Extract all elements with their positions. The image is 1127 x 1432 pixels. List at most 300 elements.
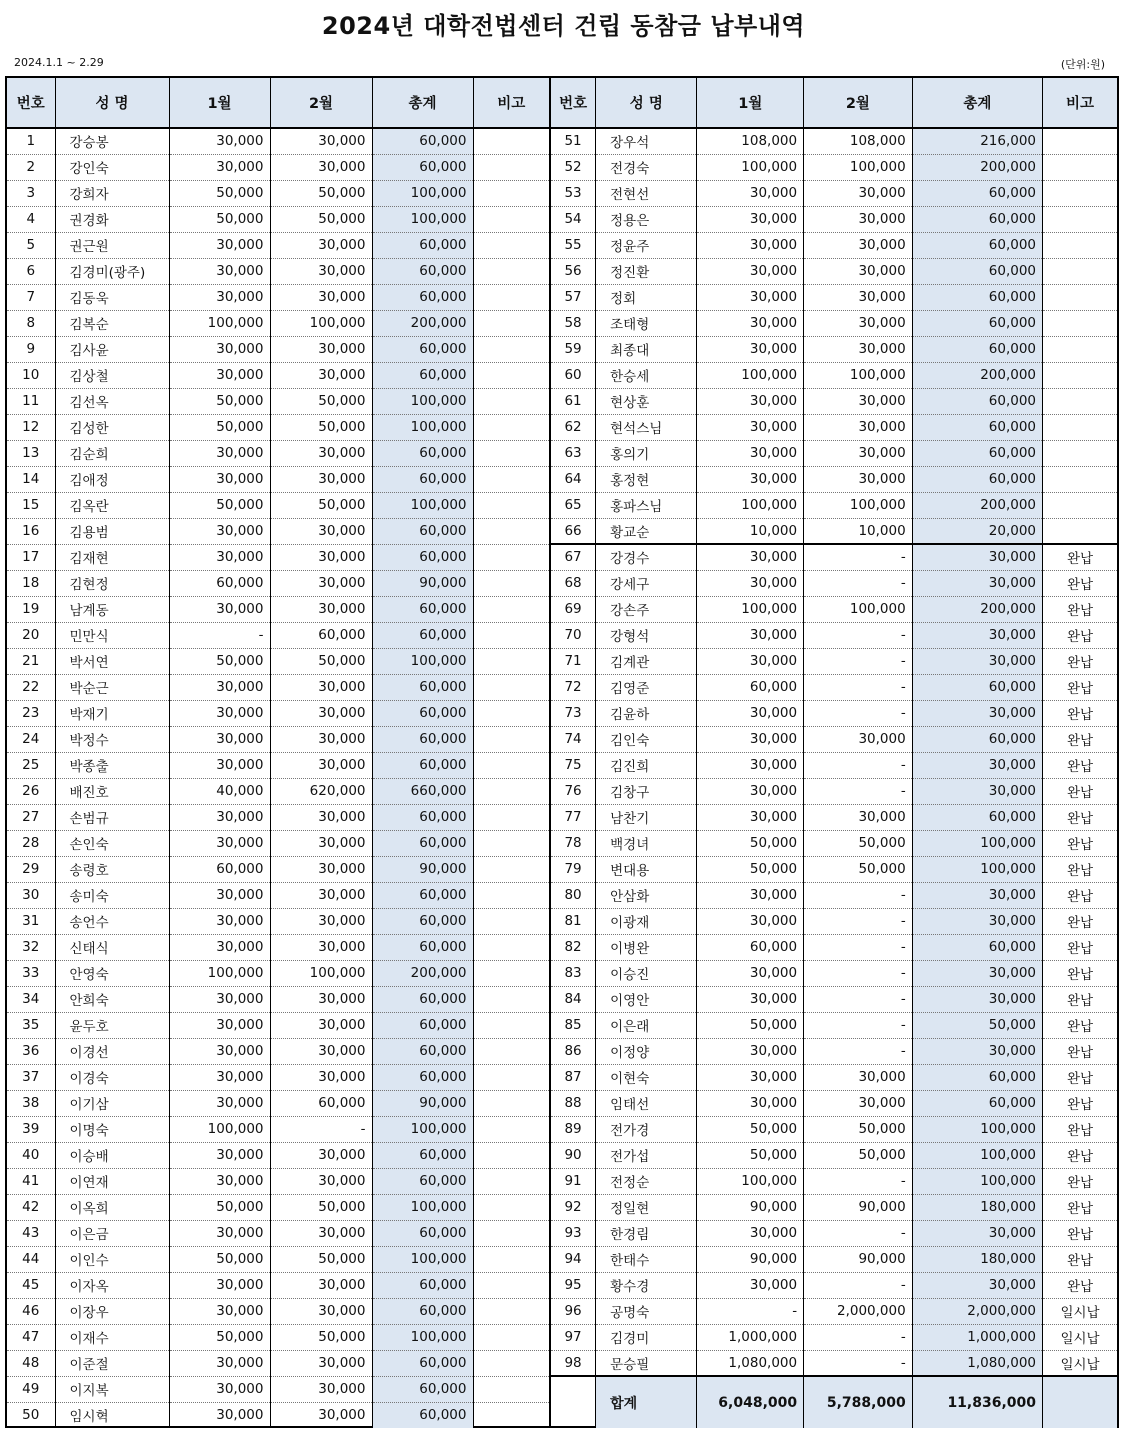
cell-name: 김상철 — [55, 362, 169, 388]
cell-feb: 30,000 — [270, 1272, 372, 1298]
cell-feb: 50,000 — [270, 648, 372, 674]
cell-note — [473, 440, 549, 466]
cell-no: 10 — [7, 362, 55, 388]
cell-total: 200,000 — [912, 596, 1042, 622]
table-row — [550, 206, 1117, 232]
cell-note — [1043, 128, 1117, 154]
cell-total: 60,000 — [912, 206, 1042, 232]
cell-no: 29 — [7, 856, 55, 882]
cell-total: 60,000 — [372, 1350, 473, 1376]
cell-no: 40 — [7, 1142, 55, 1168]
cell-note: 완납 — [1043, 1246, 1117, 1272]
cell-total: 60,000 — [372, 284, 473, 310]
cell-feb: - — [804, 1038, 913, 1064]
cell-total: 60,000 — [372, 1376, 473, 1402]
cell-feb: 30,000 — [270, 1220, 372, 1246]
table-row — [7, 934, 549, 960]
cell-feb: 30,000 — [270, 518, 372, 544]
cell-note — [473, 1220, 549, 1246]
cell-name: 공명숙 — [596, 1298, 697, 1324]
cell-jan: 100,000 — [697, 596, 804, 622]
cell-feb: 30,000 — [270, 1298, 372, 1324]
unit-label: (단위:원) — [1060, 58, 1105, 71]
cell-name: 변대용 — [596, 856, 697, 882]
cell-name: 김순희 — [55, 440, 169, 466]
cell-no: 1 — [7, 128, 55, 154]
cell-no: 49 — [7, 1376, 55, 1402]
cell-note — [473, 336, 549, 362]
cell-note: 완납 — [1043, 596, 1117, 622]
cell-name: 박서연 — [55, 648, 169, 674]
cell-note — [1043, 440, 1117, 466]
cell-no: 75 — [550, 752, 596, 778]
cell-note — [473, 1324, 549, 1350]
table-row — [550, 1038, 1117, 1064]
table-row — [7, 622, 549, 648]
table-row — [550, 1298, 1117, 1324]
table-row — [550, 1168, 1117, 1194]
cell-jan: 30,000 — [169, 154, 270, 180]
cell-no: 55 — [550, 232, 596, 258]
table-row — [7, 1220, 549, 1246]
table-row — [7, 1064, 549, 1090]
cell-total: 60,000 — [372, 1168, 473, 1194]
donation-sheet — [5, 76, 1119, 1428]
cell-name: 배진호 — [55, 778, 169, 804]
cell-feb: 30,000 — [270, 466, 372, 492]
cell-no: 41 — [7, 1168, 55, 1194]
cell-jan: 100,000 — [169, 1116, 270, 1142]
cell-jan: 30,000 — [169, 1090, 270, 1116]
cell-no: 2 — [7, 154, 55, 180]
table-row — [7, 1194, 549, 1220]
table-row — [550, 544, 1117, 570]
cell-feb: 30,000 — [270, 986, 372, 1012]
cell-total: 60,000 — [372, 934, 473, 960]
cell-name: 이영안 — [596, 986, 697, 1012]
table-row — [7, 596, 549, 622]
cell-total: 30,000 — [912, 778, 1042, 804]
cell-no: 86 — [550, 1038, 596, 1064]
cell-total: 90,000 — [372, 570, 473, 596]
cell-no: 43 — [7, 1220, 55, 1246]
cell-no: 36 — [7, 1038, 55, 1064]
cell-name: 김사윤 — [55, 336, 169, 362]
cell-no: 54 — [550, 206, 596, 232]
cell-name: 이명숙 — [55, 1116, 169, 1142]
cell-feb: - — [804, 908, 913, 934]
cell-feb: 30,000 — [804, 388, 913, 414]
cell-name: 김복순 — [55, 310, 169, 336]
cell-feb: - — [804, 622, 913, 648]
cell-feb: 10,000 — [804, 518, 913, 544]
cell-note: 일시납 — [1043, 1298, 1117, 1324]
cell-jan: 1,000,000 — [697, 1324, 804, 1350]
cell-jan: 30,000 — [697, 882, 804, 908]
cell-name: 송미숙 — [55, 882, 169, 908]
cell-note — [1043, 180, 1117, 206]
cell-total: 100,000 — [372, 648, 473, 674]
cell-total: 30,000 — [912, 752, 1042, 778]
cell-name: 송령호 — [55, 856, 169, 882]
cell-note: 일시납 — [1043, 1324, 1117, 1350]
summary-spacer — [550, 1376, 596, 1428]
cell-jan: 30,000 — [169, 466, 270, 492]
cell-note — [473, 1298, 549, 1324]
cell-total: 200,000 — [912, 362, 1042, 388]
cell-no: 45 — [7, 1272, 55, 1298]
header-row — [550, 78, 1117, 128]
table-row — [7, 154, 549, 180]
cell-total: 216,000 — [912, 128, 1042, 154]
cell-total: 180,000 — [912, 1194, 1042, 1220]
cell-jan: 30,000 — [697, 960, 804, 986]
cell-jan: 90,000 — [697, 1246, 804, 1272]
cell-total: 100,000 — [912, 1116, 1042, 1142]
cell-jan: 30,000 — [697, 752, 804, 778]
cell-name: 손범규 — [55, 804, 169, 830]
cell-note — [473, 1350, 549, 1376]
cell-feb: - — [804, 882, 913, 908]
cell-total: 60,000 — [912, 388, 1042, 414]
cell-total: 60,000 — [372, 128, 473, 154]
cell-total: 60,000 — [912, 180, 1042, 206]
cell-name: 이은래 — [596, 1012, 697, 1038]
cell-jan: 30,000 — [169, 804, 270, 830]
cell-total: 2,000,000 — [912, 1298, 1042, 1324]
cell-total: 100,000 — [912, 1168, 1042, 1194]
cell-jan: 30,000 — [169, 1220, 270, 1246]
cell-jan: 30,000 — [169, 1402, 270, 1428]
cell-jan: 60,000 — [169, 570, 270, 596]
cell-jan: 1,080,000 — [697, 1350, 804, 1376]
table-row — [550, 700, 1117, 726]
cell-name: 이승진 — [596, 960, 697, 986]
cell-total: 60,000 — [912, 1090, 1042, 1116]
cell-jan: 50,000 — [697, 830, 804, 856]
cell-jan: 30,000 — [697, 310, 804, 336]
cell-jan: 30,000 — [169, 284, 270, 310]
cell-no: 58 — [550, 310, 596, 336]
cell-feb: 30,000 — [804, 336, 913, 362]
cell-note: 완납 — [1043, 1038, 1117, 1064]
cell-note — [473, 1272, 549, 1298]
cell-note — [473, 1038, 549, 1064]
cell-total: 50,000 — [912, 1012, 1042, 1038]
cell-note: 완납 — [1043, 544, 1117, 570]
cell-feb: 90,000 — [804, 1246, 913, 1272]
cell-total: 1,000,000 — [912, 1324, 1042, 1350]
cell-note — [473, 1168, 549, 1194]
table-row — [550, 388, 1117, 414]
cell-note — [1043, 466, 1117, 492]
cell-jan: 50,000 — [169, 1324, 270, 1350]
cell-feb: 50,000 — [804, 830, 913, 856]
cell-note: 완납 — [1043, 856, 1117, 882]
cell-no: 38 — [7, 1090, 55, 1116]
cell-note: 완납 — [1043, 934, 1117, 960]
table-row — [550, 518, 1117, 544]
cell-note — [1043, 518, 1117, 544]
cell-no: 93 — [550, 1220, 596, 1246]
cell-feb: - — [804, 934, 913, 960]
cell-jan: 50,000 — [169, 648, 270, 674]
cell-feb: 30,000 — [804, 804, 913, 830]
cell-no: 65 — [550, 492, 596, 518]
cell-name: 박순근 — [55, 674, 169, 700]
cell-note — [473, 258, 549, 284]
table-row — [7, 856, 549, 882]
cell-name: 임태선 — [596, 1090, 697, 1116]
table-row — [550, 310, 1117, 336]
cell-no: 74 — [550, 726, 596, 752]
table-row — [7, 1272, 549, 1298]
table-row — [7, 310, 549, 336]
cell-feb: 50,000 — [270, 492, 372, 518]
cell-name: 임시혁 — [55, 1402, 169, 1428]
cell-no: 91 — [550, 1168, 596, 1194]
cell-note: 완납 — [1043, 778, 1117, 804]
header-jan: 1월 — [697, 78, 804, 128]
cell-jan: 10,000 — [697, 518, 804, 544]
cell-jan: 50,000 — [169, 180, 270, 206]
left-table-body — [7, 128, 549, 1428]
cell-jan: 30,000 — [697, 1272, 804, 1298]
cell-jan: 50,000 — [169, 1194, 270, 1220]
cell-feb: - — [804, 986, 913, 1012]
table-row — [7, 232, 549, 258]
cell-total: 200,000 — [372, 310, 473, 336]
table-row — [550, 986, 1117, 1012]
header-no: 번호 — [550, 78, 596, 128]
cell-no: 67 — [550, 544, 596, 570]
cell-name: 강세구 — [596, 570, 697, 596]
cell-feb: 30,000 — [804, 232, 913, 258]
cell-name: 한승세 — [596, 362, 697, 388]
cell-total: 100,000 — [372, 1246, 473, 1272]
cell-jan: 30,000 — [169, 700, 270, 726]
cell-feb: 30,000 — [270, 934, 372, 960]
table-row — [7, 414, 549, 440]
cell-total: 60,000 — [912, 804, 1042, 830]
cell-feb: 30,000 — [270, 856, 372, 882]
cell-no: 33 — [7, 960, 55, 986]
cell-no: 69 — [550, 596, 596, 622]
table-row — [7, 1012, 549, 1038]
table-row — [7, 518, 549, 544]
cell-note: 완납 — [1043, 700, 1117, 726]
table-row — [7, 986, 549, 1012]
cell-no: 72 — [550, 674, 596, 700]
cell-note — [1043, 284, 1117, 310]
cell-jan: 60,000 — [697, 934, 804, 960]
cell-jan: 30,000 — [697, 1220, 804, 1246]
cell-total: 20,000 — [912, 518, 1042, 544]
cell-total: 60,000 — [372, 232, 473, 258]
cell-no: 90 — [550, 1142, 596, 1168]
cell-jan: 30,000 — [697, 570, 804, 596]
cell-feb: - — [270, 1116, 372, 1142]
cell-no: 12 — [7, 414, 55, 440]
cell-note — [473, 1376, 549, 1402]
cell-no: 56 — [550, 258, 596, 284]
cell-name: 정회 — [596, 284, 697, 310]
cell-feb: 100,000 — [804, 596, 913, 622]
cell-note — [473, 1012, 549, 1038]
cell-note: 완납 — [1043, 570, 1117, 596]
cell-jan: 30,000 — [169, 1038, 270, 1064]
table-row — [7, 1376, 549, 1402]
cell-total: 100,000 — [912, 856, 1042, 882]
cell-total: 60,000 — [372, 544, 473, 570]
cell-feb: - — [804, 752, 913, 778]
cell-note — [473, 882, 549, 908]
header-note: 비고 — [1043, 78, 1117, 128]
cell-total: 60,000 — [372, 726, 473, 752]
table-row — [550, 1090, 1117, 1116]
cell-no: 44 — [7, 1246, 55, 1272]
cell-name: 강경수 — [596, 544, 697, 570]
cell-feb: 30,000 — [804, 284, 913, 310]
summary-feb: 5,788,000 — [804, 1376, 913, 1428]
table-row — [7, 206, 549, 232]
cell-name: 황교순 — [596, 518, 697, 544]
cell-total: 60,000 — [372, 700, 473, 726]
cell-feb: 30,000 — [804, 1064, 913, 1090]
cell-jan: 30,000 — [697, 284, 804, 310]
cell-jan: 30,000 — [697, 804, 804, 830]
cell-note — [473, 856, 549, 882]
cell-note — [473, 492, 549, 518]
cell-total: 180,000 — [912, 1246, 1042, 1272]
table-row — [550, 414, 1117, 440]
table-row — [550, 336, 1117, 362]
cell-name: 정용은 — [596, 206, 697, 232]
table-row — [7, 1324, 549, 1350]
cell-jan: 30,000 — [169, 362, 270, 388]
cell-jan: - — [697, 1298, 804, 1324]
cell-note — [473, 648, 549, 674]
cell-note — [473, 960, 549, 986]
cell-jan: 30,000 — [697, 388, 804, 414]
cell-name: 김창구 — [596, 778, 697, 804]
table-row — [550, 466, 1117, 492]
cell-feb: 30,000 — [270, 232, 372, 258]
cell-jan: 30,000 — [697, 180, 804, 206]
cell-no: 70 — [550, 622, 596, 648]
cell-feb: 100,000 — [804, 154, 913, 180]
summary-label: 합계 — [596, 1376, 697, 1428]
cell-feb: 30,000 — [270, 1376, 372, 1402]
cell-no: 17 — [7, 544, 55, 570]
cell-name: 전현선 — [596, 180, 697, 206]
cell-no: 57 — [550, 284, 596, 310]
table-row — [7, 1402, 549, 1428]
cell-no: 97 — [550, 1324, 596, 1350]
table-row — [7, 960, 549, 986]
cell-note: 완납 — [1043, 752, 1117, 778]
cell-total: 60,000 — [912, 466, 1042, 492]
cell-feb: 50,000 — [270, 180, 372, 206]
cell-no: 8 — [7, 310, 55, 336]
cell-total: 60,000 — [912, 414, 1042, 440]
cell-jan: 30,000 — [169, 336, 270, 362]
cell-jan: 30,000 — [169, 1298, 270, 1324]
cell-jan: 50,000 — [697, 1116, 804, 1142]
cell-total: 60,000 — [372, 1038, 473, 1064]
cell-no: 80 — [550, 882, 596, 908]
cell-no: 66 — [550, 518, 596, 544]
cell-feb: 50,000 — [270, 1194, 372, 1220]
cell-note — [473, 154, 549, 180]
cell-total: 100,000 — [372, 388, 473, 414]
cell-no: 71 — [550, 648, 596, 674]
table-row — [7, 700, 549, 726]
cell-feb: 30,000 — [270, 1402, 372, 1428]
cell-note — [473, 1116, 549, 1142]
cell-no: 25 — [7, 752, 55, 778]
cell-jan: 30,000 — [169, 544, 270, 570]
cell-no: 47 — [7, 1324, 55, 1350]
cell-feb: 620,000 — [270, 778, 372, 804]
table-row — [7, 492, 549, 518]
cell-jan: 50,000 — [697, 856, 804, 882]
cell-no: 26 — [7, 778, 55, 804]
cell-jan: 30,000 — [169, 258, 270, 284]
cell-no: 92 — [550, 1194, 596, 1220]
table-row — [550, 362, 1117, 388]
cell-total: 30,000 — [912, 648, 1042, 674]
table-row — [550, 856, 1117, 882]
cell-feb: - — [804, 570, 913, 596]
cell-jan: 100,000 — [169, 960, 270, 986]
cell-jan: 100,000 — [697, 154, 804, 180]
cell-name: 안영숙 — [55, 960, 169, 986]
cell-jan: 30,000 — [697, 726, 804, 752]
cell-no: 89 — [550, 1116, 596, 1142]
table-row — [7, 440, 549, 466]
cell-feb: 30,000 — [270, 674, 372, 700]
cell-jan: 30,000 — [697, 648, 804, 674]
cell-feb: 30,000 — [270, 544, 372, 570]
cell-name: 전경숙 — [596, 154, 697, 180]
cell-name: 최종대 — [596, 336, 697, 362]
table-row — [550, 154, 1117, 180]
cell-jan: 50,000 — [169, 492, 270, 518]
cell-total: 60,000 — [912, 310, 1042, 336]
cell-no: 59 — [550, 336, 596, 362]
cell-jan: 30,000 — [697, 414, 804, 440]
table-row — [7, 128, 549, 154]
cell-name: 이승배 — [55, 1142, 169, 1168]
cell-feb: 30,000 — [270, 830, 372, 856]
cell-total: 100,000 — [372, 1194, 473, 1220]
cell-total: 60,000 — [372, 596, 473, 622]
cell-name: 정윤주 — [596, 232, 697, 258]
cell-jan: 30,000 — [697, 778, 804, 804]
cell-total: 60,000 — [912, 726, 1042, 752]
summary-note — [1043, 1376, 1117, 1428]
cell-feb: 90,000 — [804, 1194, 913, 1220]
cell-jan: 30,000 — [697, 440, 804, 466]
summary-row — [550, 1376, 1117, 1428]
cell-jan: 30,000 — [697, 986, 804, 1012]
cell-feb: 108,000 — [804, 128, 913, 154]
cell-note — [1043, 206, 1117, 232]
cell-note: 완납 — [1043, 674, 1117, 700]
table-row — [550, 258, 1117, 284]
cell-no: 35 — [7, 1012, 55, 1038]
